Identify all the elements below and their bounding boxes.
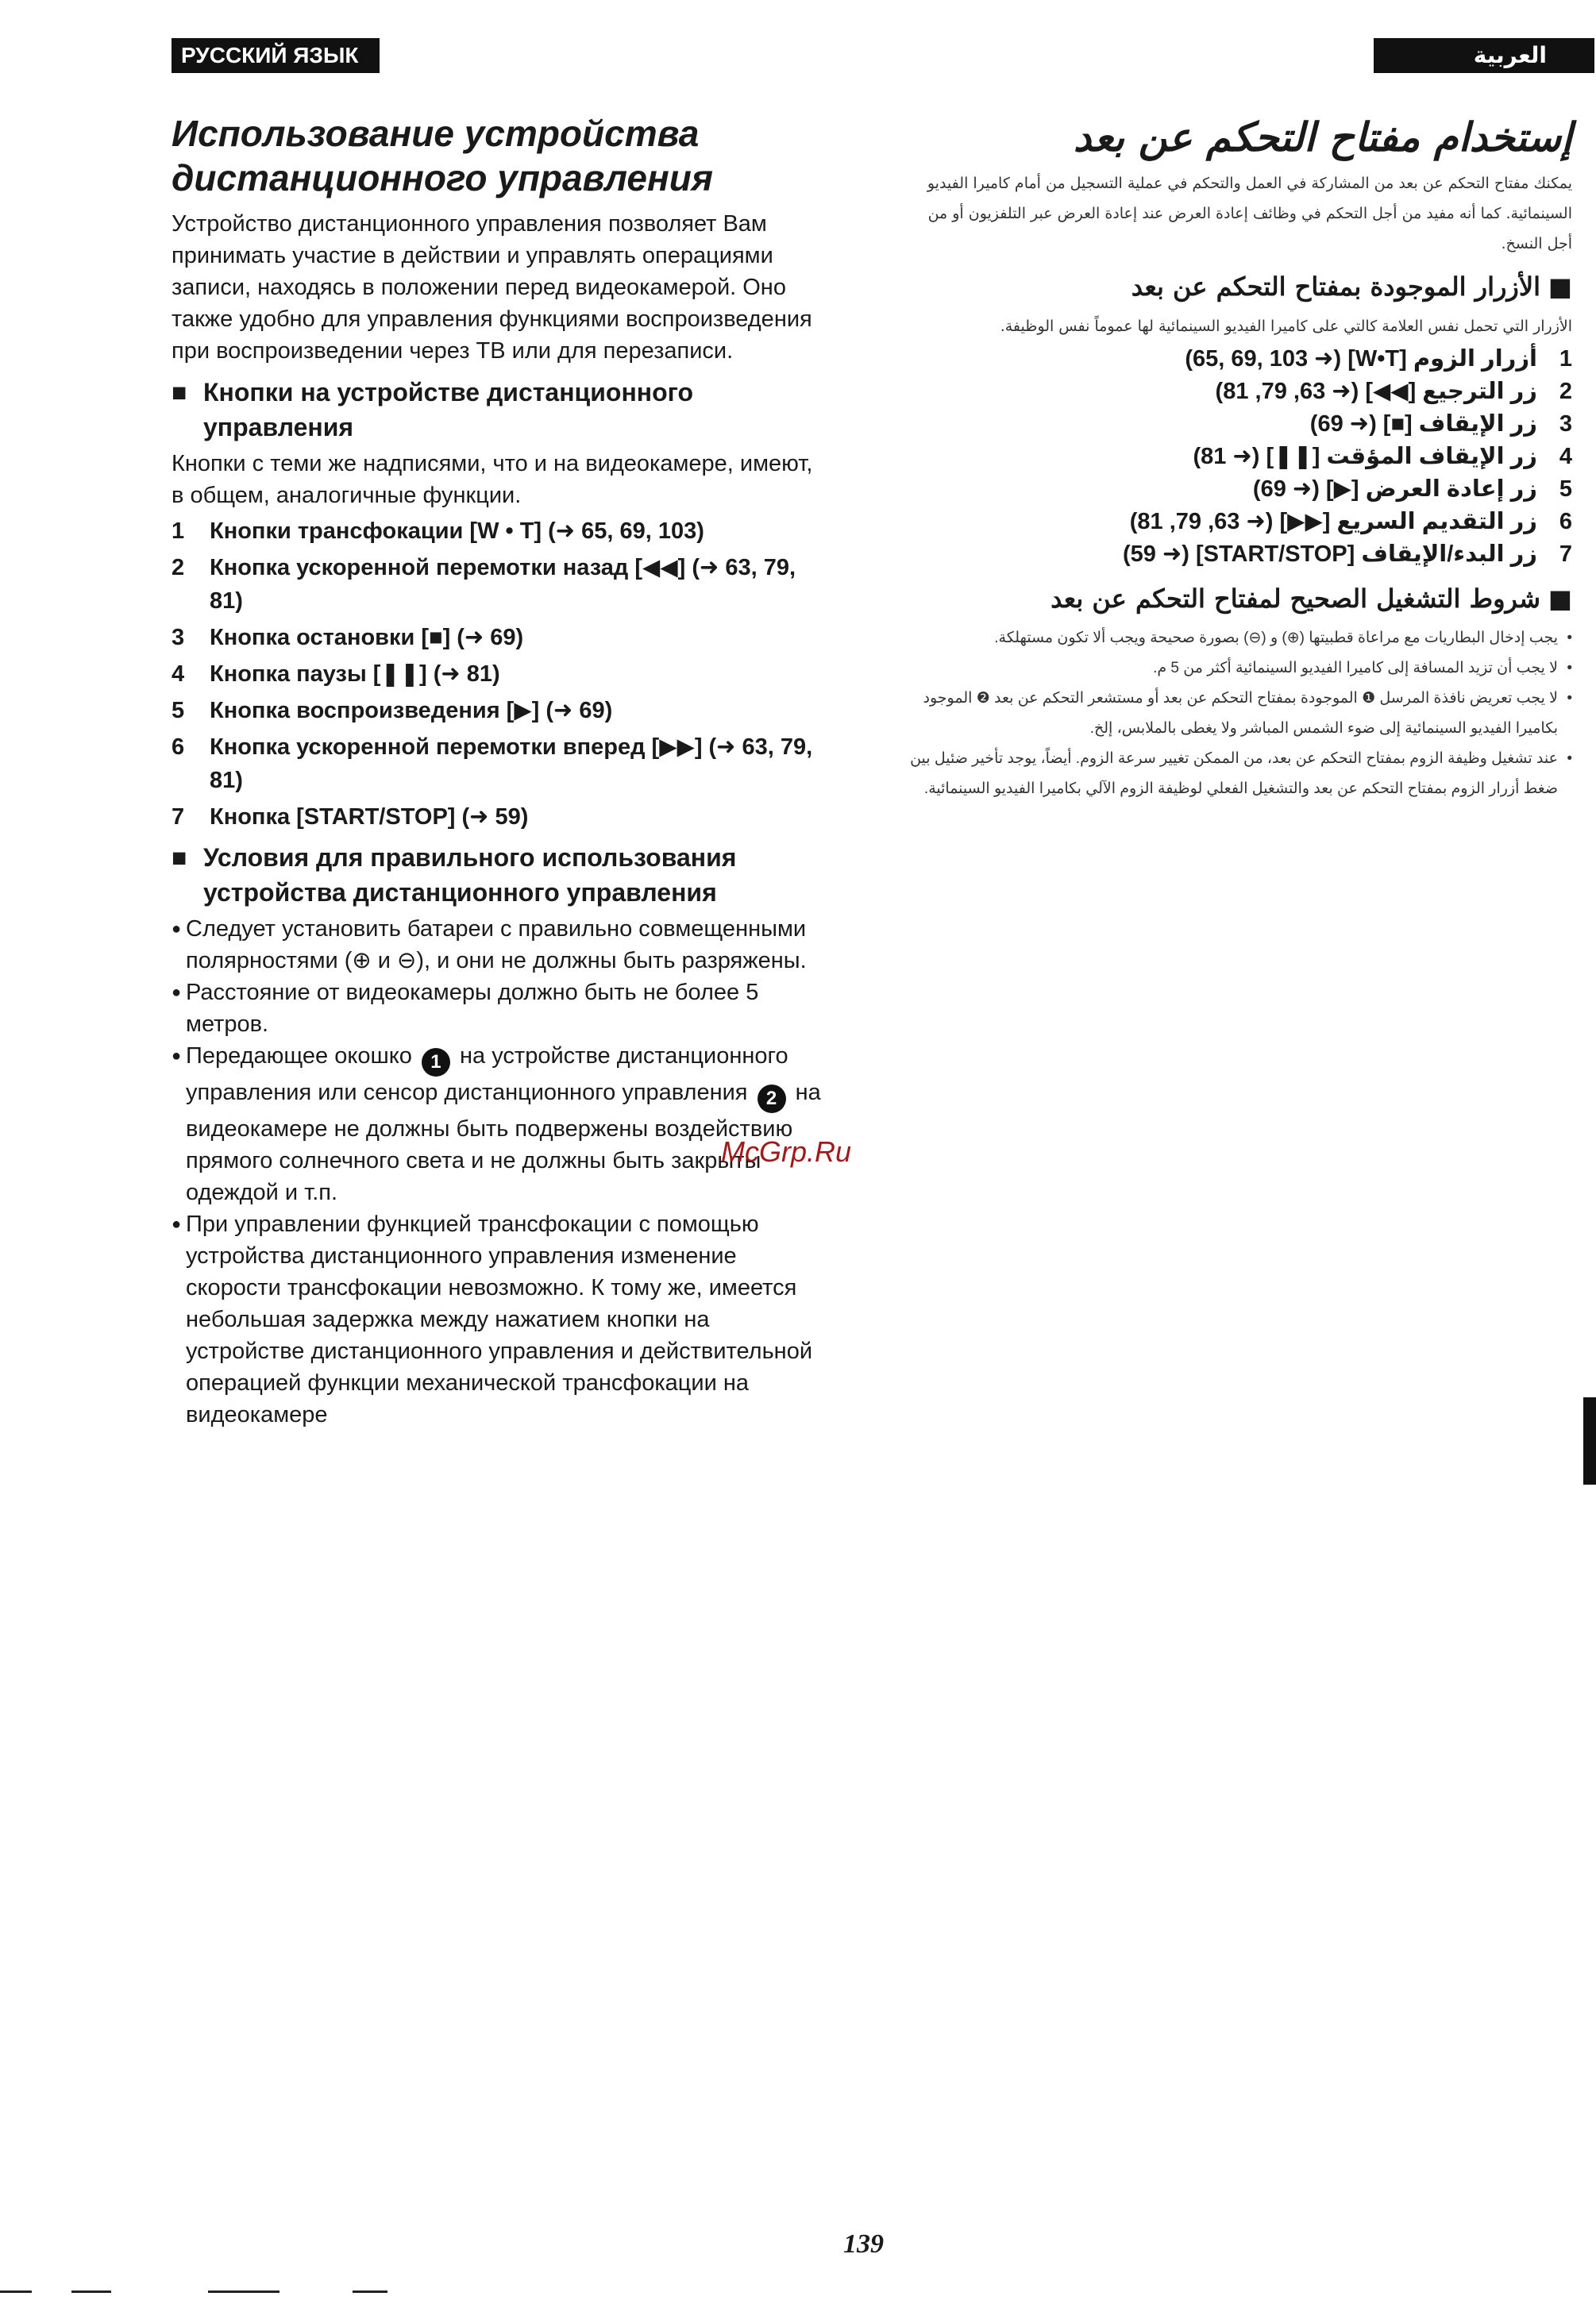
- item-number: 5: [172, 698, 185, 723]
- item-number: 1: [1559, 346, 1572, 372]
- item-number: 6: [172, 734, 185, 760]
- square-bullet-icon: ■: [172, 378, 187, 406]
- watermark: McGrp.Ru: [721, 1135, 852, 1168]
- button-list: [172, 514, 831, 834]
- item-number: 2: [1559, 379, 1572, 404]
- arabic-section-heading: [905, 267, 1572, 306]
- square-bullet-icon: ■: [1548, 584, 1572, 614]
- section-heading-text: Условия для правильного использования устройства дистанционного управления: [203, 843, 737, 907]
- item-number: 4: [1559, 444, 1572, 469]
- bullet-dot-icon: ●: [172, 1216, 182, 1233]
- item-text: Кнопка воспроизведения [▶] (➜ 69): [210, 698, 613, 723]
- item-text: أزرار الزوم [W•T] (➜ 65, 69, 103): [1185, 346, 1537, 372]
- arabic-section-heading: [905, 579, 1572, 618]
- bullet-text: عند تشغيل وظيفة الزوم بمفتاح التحكم عن بعد، من الممكن تغيير سرعة الزوم. أيضاً، يوجد تأخير ضئيل بين ضغط أزرار الزوم بمفتاح التحكم عن بعد والتشغيل الفعلي لوظيفة الزوم الآلي بكاميرا الفيديو السينمائية.: [910, 750, 1558, 797]
- divider: [0, 2291, 32, 2293]
- square-bullet-icon: ■: [172, 843, 187, 872]
- callout-number-icon: 2: [758, 1085, 786, 1113]
- page-number: 139: [843, 2229, 884, 2259]
- list-item: [905, 408, 1572, 441]
- list-item: [905, 441, 1572, 473]
- item-text: Кнопка [START/STOP] (➜ 59): [210, 804, 529, 830]
- section-heading-text: شروط التشغيل الصحيح لمفتاح التحكم عن بعد: [1051, 584, 1540, 614]
- bullet-dot-icon: •: [1567, 630, 1572, 646]
- list-item: [172, 800, 831, 834]
- bullet-text: لا يجب تعريض نافذة المرسل ❶ الموجودة بمفتاح التحكم عن بعد أو مستشعر التحكم عن بعد ❷ الموجود بكاميرا الفيديو السينمائية إلى ضوء الشمس المباشر ولا يغطى بالملابس، إلخ.: [923, 690, 1558, 737]
- item-number: 5: [1559, 476, 1572, 502]
- list-item: [172, 730, 831, 797]
- language-tag-russian: РУССКИЙ ЯЗЫК: [172, 38, 380, 73]
- item-text: زر الإيقاف المؤقت [❚❚] (➜ 81): [1193, 444, 1537, 469]
- list-item: [172, 657, 831, 691]
- bullet-text: Следует установить батареи с правильно совмещенными полярностями (⊕ и ⊖), и они не должны быть разряжены.: [186, 916, 807, 973]
- bullet-item: [172, 1040, 831, 1208]
- bullet-text-part: Передающее окошко: [186, 1043, 412, 1069]
- bullet-item: [172, 977, 831, 1040]
- bullet-text-part: на видеокамере не должны быть подвержены воздействию прямого солнечного света и не должны быть закрыты одеждой и т.п.: [186, 1080, 821, 1205]
- bullet-text-part: на устройстве дистанционного управления или сенсор дистанционного управления: [186, 1043, 788, 1105]
- section-heading-text: Кнопки на устройстве дистанционного управления: [203, 378, 694, 441]
- item-number: 3: [1559, 411, 1572, 437]
- section-heading: [172, 840, 831, 910]
- item-number: 2: [172, 555, 185, 580]
- arabic-page-title: إستخدام مفتاح التحكم عن بعد: [1073, 114, 1572, 160]
- page-title-line1: Использование устройства: [172, 113, 700, 154]
- list-item: [172, 514, 831, 548]
- item-number: 1: [172, 518, 185, 544]
- bullet-text: [186, 1040, 831, 1208]
- bullet-text: يجب إدخال البطاريات مع مراعاة قطبيتها (⊕) و (⊖) بصورة صحيحة ويجب ألا تكون مستهلكة.: [994, 630, 1558, 646]
- item-number: 7: [172, 804, 185, 830]
- item-text: زر إعادة العرض [▶] (➜ 69): [1252, 476, 1537, 502]
- item-text: Кнопка ускоренной перемотки вперед [▶▶] (➜ 63, 79, 81): [210, 734, 813, 793]
- item-text: Кнопка паузы [❚❚] (➜ 81): [210, 661, 500, 687]
- section-heading-text: الأزرار الموجودة بمفتاح التحكم عن بعد: [1131, 272, 1540, 302]
- language-tag-arabic: العربية: [1374, 38, 1594, 73]
- item-text: Кнопки трансфокации [W • T] (➜ 65, 69, 103): [210, 518, 704, 544]
- bullet-text: Расстояние от видеокамеры должно быть не более 5 метров.: [186, 980, 759, 1037]
- bullet-item: [905, 623, 1572, 653]
- bullet-item: [905, 684, 1572, 744]
- item-text: زر الترجيع [◀◀] (➜ 63, 79, 81): [1215, 379, 1537, 404]
- section-heading: [172, 375, 831, 445]
- divider: [353, 2291, 387, 2293]
- list-item: [905, 538, 1572, 571]
- bullet-dot-icon: •: [1567, 750, 1572, 767]
- list-item: [905, 473, 1572, 506]
- item-number: 6: [1559, 509, 1572, 534]
- bullet-item: [905, 744, 1572, 804]
- list-item: [172, 694, 831, 727]
- list-item: [172, 551, 831, 618]
- item-text: زر البدء/الإيقاف [START/STOP] (➜ 59): [1122, 541, 1537, 567]
- list-item: [905, 376, 1572, 408]
- item-number: 3: [172, 625, 185, 650]
- item-text: زر الإيقاف [■] (➜ 69): [1309, 411, 1537, 437]
- bullet-item: [905, 653, 1572, 684]
- bullet-dot-icon: ●: [172, 984, 182, 1001]
- arabic-section-paragraph: الأزرار التي تحمل نفس العلامة كالتي على كاميرا الفيديو السينمائية لها عموماً نفس الوظيفة.: [1000, 318, 1572, 335]
- bullet-item: [172, 913, 831, 977]
- side-index-tab: [1583, 1397, 1596, 1485]
- divider: [71, 2291, 111, 2293]
- square-bullet-icon: ■: [1548, 272, 1572, 302]
- list-item: [905, 343, 1572, 376]
- bullet-dot-icon: •: [1567, 690, 1572, 707]
- item-text: Кнопка остановки [■] (➜ 69): [210, 625, 524, 650]
- item-text: زر التقديم السريع [▶▶] (➜ 63, 79, 81): [1129, 509, 1537, 534]
- bullet-text: При управлении функцией трансфокации с помощью устройства дистанционного управления изменение скорости трансфокации невозможно. К тому же, имеется небольшая задержка между нажатием кнопки на устройстве дистанционного управления и действительной операцией функции механической трансфокации на видеокамере: [186, 1212, 813, 1427]
- bullet-dot-icon: •: [1567, 660, 1572, 676]
- russian-column: [172, 111, 831, 1431]
- bullet-text: لا يجب أن تزيد المسافة إلى كاميرا الفيديو السينمائية أكثر من 5 م.: [1153, 660, 1558, 676]
- bullet-dot-icon: ●: [172, 920, 182, 938]
- intro-paragraph: Устройство дистанционного управления позволяет Вам принимать участие в действии и управлять операциями записи, находясь в положении перед видеокамерой. Оно также удобно для управления функциями воспроизведения при воспроизведении через ТВ или для перезаписи.: [172, 211, 812, 364]
- divider: [208, 2291, 279, 2293]
- page-title-line2: дистанционного управления: [172, 157, 713, 198]
- item-number: 4: [172, 661, 185, 687]
- item-number: 7: [1559, 541, 1572, 567]
- arabic-intro-paragraph: يمكنك مفتاح التحكم عن بعد من المشاركة في العمل والتحكم في عملية التسجيل من أمام كاميرا الفيديو السينمائية. كما أنه مفيد من أجل التحكم في وظائف إعادة العرض عند إعادة العرض عبر التلفزيون أو من أجل النسخ.: [927, 175, 1572, 252]
- arabic-button-list: [905, 343, 1572, 571]
- bullet-item: [172, 1208, 831, 1431]
- arabic-column: [905, 111, 1572, 804]
- list-item: [905, 506, 1572, 538]
- bullet-dot-icon: ●: [172, 1047, 182, 1065]
- item-text: Кнопка ускоренной перемотки назад [◀◀] (➜ 63, 79, 81): [210, 555, 796, 614]
- list-item: [172, 621, 831, 654]
- callout-number-icon: 1: [422, 1048, 450, 1077]
- section-paragraph: Кнопки с теми же надписями, что и на видеокамере, имеют, в общем, аналогичные функции.: [172, 451, 813, 508]
- page-title: [172, 111, 831, 200]
